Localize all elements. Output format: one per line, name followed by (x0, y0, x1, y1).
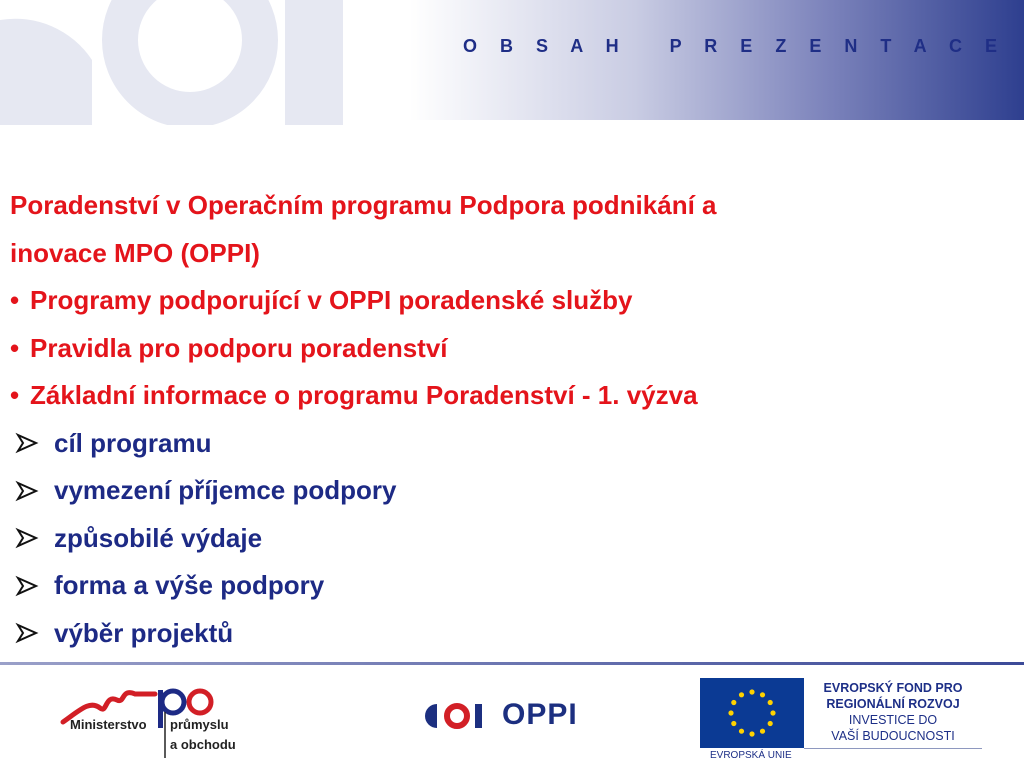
footer-divider (0, 662, 1024, 665)
arrow-bullet-icon (10, 619, 54, 647)
bullet-dot-icon: • (10, 332, 20, 363)
arrow-bullet-icon (10, 524, 54, 552)
arrow-bullet-icon (10, 572, 54, 600)
mpo-label-ministerstvo: Ministerstvo (70, 717, 147, 732)
bullet-item (10, 372, 1010, 420)
bullet-text: Pravidla pro podporu poradenství (30, 332, 448, 363)
mpo-label-prumyslu: průmyslu (170, 717, 229, 732)
slide-content (10, 182, 1010, 657)
bullet-dot-icon: • (10, 380, 20, 410)
eu-line-3: INVESTICE DO (848, 713, 938, 727)
bullet-item (10, 277, 1010, 325)
sub-item-text: způsobilé výdaje (54, 522, 263, 553)
eu-line-1: EVROPSKÝ FOND PRO (823, 681, 963, 695)
bullet-dot-icon: • (10, 285, 20, 315)
eu-fund-box (804, 678, 982, 749)
eu-flag-icon (700, 678, 804, 748)
bullet-item (10, 325, 1010, 373)
sub-item-text: forma a výše podpory (54, 570, 325, 600)
bullet-text: Základní informace o programu Poradenství - 1. výzva (30, 380, 698, 410)
eu-caption: EVROPSKÁ UNIE (710, 750, 792, 761)
oppi-logo-icon (425, 698, 495, 734)
sub-item-text: vymezení příjemce podpory (54, 475, 397, 505)
sub-item (10, 467, 1010, 515)
intro-line-2: inovace MPO (OPPI) (10, 237, 260, 268)
footer (0, 668, 1024, 768)
arrow-bullet-icon (10, 429, 54, 457)
sub-item (10, 610, 1010, 658)
slide-title: O B S A H P R E Z E N T A C E (462, 36, 1006, 56)
mpo-label-obchodu: a obchodu (170, 737, 236, 752)
bullet-text: Programy podporující v OPPI poradenské služby (30, 285, 633, 315)
eu-line-4: VAŠÍ BUDOUCNOSTI (831, 729, 955, 743)
intro-line-1: Poradenství v Operačním programu Podpora podnikání a (10, 190, 717, 220)
oppi-label: OPPI (502, 698, 578, 731)
arrow-bullet-icon (10, 477, 54, 505)
sub-item (10, 420, 1010, 468)
sub-item (10, 515, 1010, 563)
sub-item-text: výběr projektů (54, 617, 234, 648)
sub-item (10, 562, 1010, 610)
oppi-watermark-logo (0, 0, 360, 125)
sub-item-text: cíl programu (54, 427, 212, 458)
eu-line-2: REGIONÁLNÍ ROZVOJ (826, 697, 960, 711)
